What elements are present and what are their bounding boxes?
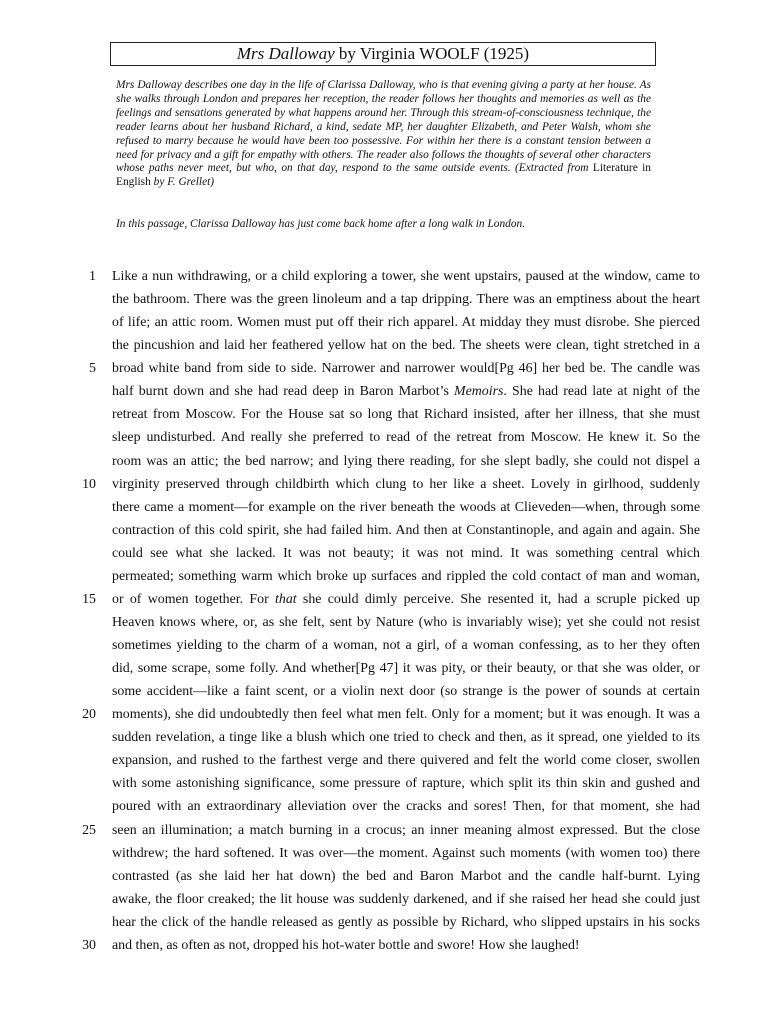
passage-line xyxy=(0,749,768,772)
passage-line xyxy=(0,842,768,865)
line-text: sometimes yielding to the charm of a woman, not a girl, of a woman confessing, as to her they often xyxy=(112,638,700,653)
passage-line xyxy=(0,311,768,334)
line-text: some accident—like a faint scent, or a violin next door (so strange is the power of sounds at certain xyxy=(112,684,700,700)
passage-line xyxy=(0,911,768,934)
intro-paragraph xyxy=(116,79,651,190)
book-title: Mrs Dalloway xyxy=(236,44,335,63)
line-text xyxy=(112,380,700,403)
passage-line xyxy=(0,726,768,749)
line-text: retreat from Moscow. For the House sat so long that Richard insisted, after her illness, that she must xyxy=(112,407,700,423)
line-text: room was an attic; the bed narrow; and lying there reading, for she slept badly, she could not dispel a xyxy=(112,453,700,469)
passage-line xyxy=(0,703,768,726)
emphasis-text: that xyxy=(275,591,297,607)
line-text: sudden revelation, a tinge like a blush which one tried to check and then, as it spread, one yielded to its xyxy=(112,730,700,746)
line-text: there came a moment—for example on the river beneath the woods at Clieveden—when, through some xyxy=(112,499,700,515)
line-text: the bathroom. There was the green linoleum and a tap dripping. There was an emptiness about the heart xyxy=(112,292,700,308)
emphasis-text: Memoirs xyxy=(454,384,504,400)
line-text: contraction of this cold spirit, she had failed him. And then at Constantinople, and again and again. She xyxy=(112,522,700,538)
line-text: Like a nun withdrawing, or a child exploring a tower, she went upstairs, paused at the window, came to xyxy=(112,269,700,284)
passage-line xyxy=(0,611,768,634)
line-text: moments), she did undoubtedly then feel what men felt. Only for a moment; but it was enough. It was a xyxy=(112,707,700,723)
passage-line xyxy=(0,380,768,403)
line-text: with some astonishing significance, some pressure of rapture, which split its thin skin and gushed and xyxy=(112,776,700,792)
passage-context: In this passage, Clarissa Dalloway has just come back home after a long walk in London. xyxy=(116,218,526,230)
passage-line xyxy=(0,403,768,426)
passage-line xyxy=(0,934,768,957)
line-text: virginity preserved through childbirth which clung to her like a sheet. Lovely in girlhood, suddenly xyxy=(112,476,700,492)
line-text: could see what she lacked. It was not beauty; it was not mind. It was something central which xyxy=(112,545,700,561)
line-text: the pincushion and laid her feathered yellow hat on the bed. The sheets were clean, tight stretched in a xyxy=(112,338,700,354)
line-text: awake, the floor creaked; the lit house was suddenly darkened, and if she raised her head she could just xyxy=(112,891,700,907)
line-text: sleep undisturbed. And really she preferred to read of the retreat from Moscow. He knew it. So the xyxy=(112,430,700,446)
passage-line xyxy=(0,888,768,911)
line-number: 10 xyxy=(82,476,96,492)
passage-line xyxy=(0,288,768,311)
passage-line xyxy=(0,334,768,357)
passage-line xyxy=(0,496,768,519)
passage-line xyxy=(0,634,768,657)
passage-line xyxy=(0,426,768,449)
passage-line xyxy=(0,819,768,842)
line-text: did, some scrape, some folly. And whether[Pg 47] it was pity, or their beauty, or that she was older, or xyxy=(112,661,700,677)
line-text: of life; an attic room. Women must put off their rich apparel. At midday they must disrobe. She pierced xyxy=(112,315,700,331)
intro-source-author: by F. Grellet) xyxy=(150,176,215,189)
passage-line xyxy=(0,680,768,703)
line-number: 25 xyxy=(82,822,96,838)
passage-line xyxy=(0,450,768,473)
intro-summary xyxy=(116,79,651,190)
line-text xyxy=(112,588,700,611)
passage-line xyxy=(0,357,768,380)
intro-source-title: Literature in English xyxy=(116,162,651,189)
line-text: and then, as often as not, dropped his hot-water bottle and swore! How she laughed! xyxy=(112,937,580,953)
line-text-part: she could dimly perceive. She resented it, had a scruple picked up xyxy=(296,591,700,607)
passage-line xyxy=(0,795,768,818)
line-text: hear the click of the handle released as gently as possible by Richard, who slipped upstairs in his socks xyxy=(112,914,700,930)
line-text-part: or of women together. For xyxy=(112,591,276,607)
passage-line xyxy=(0,542,768,565)
line-text: expansion, and rushed to the farthest verge and there quivered and felt the world come closer, swollen xyxy=(112,753,700,769)
line-text-part: half burnt down and she had read deep in Baron Marbot’s xyxy=(112,384,455,400)
line-text: broad white band from side to side. Narrower and narrower would[Pg 46] her bed be. The candle was xyxy=(112,361,700,377)
line-number: 15 xyxy=(82,591,96,607)
line-text: contrasted (as she laid her hat down) the bed and Baron Marbot and the candle half-burnt. Lying xyxy=(112,868,700,884)
line-number: 1 xyxy=(89,269,96,284)
line-text: seen an illumination; a match burning in a crocus; an inner meaning almost expressed. But the close xyxy=(112,822,700,838)
line-text: poured with an extraordinary alleviation over the cracks and sores! Then, for that moment, she had xyxy=(112,799,700,815)
passage-line xyxy=(0,772,768,795)
intro-text: Mrs Dalloway describes one day in the life of Clarissa Dalloway, who is that evening giving a party at her house. As she walks through London and prepares her reception, the reader follows her thoughts and memories as well as the feelings and sensations generated by what happens around her. Through this stream-of-consciousness technique, the reader learns about her husband Richard, a kind, sedate MP, her daughter Elizabeth, and Peter Walsh, whom she refused to marry because he would have been too possessive. For within her there is a constant tension between a need for privacy and a gift for empathy with others. The reader also follows the thoughts of several other characters whose paths never meet, but who, on that day, respond to the same outside events. (Extracted from xyxy=(116,79,651,175)
passage-line xyxy=(0,657,768,680)
line-number: 5 xyxy=(89,361,96,377)
passage-line xyxy=(0,519,768,542)
passage xyxy=(0,265,768,957)
line-text: withdrew; the hard softened. It was over—the moment. Against such moments (with women too) there xyxy=(112,845,700,861)
line-number: 20 xyxy=(82,707,96,723)
line-text: Heaven knows where, or, as she felt, sent by Nature (who is invariably wise); yet she could not resist xyxy=(112,614,700,630)
passage-line xyxy=(0,265,768,288)
passage-line xyxy=(0,588,768,611)
passage-line xyxy=(0,565,768,588)
title-author-year: by Virginia WOOLF (1925) xyxy=(334,44,530,63)
line-text: permeated; something warm which broke up surfaces and rippled the cold contact of man and woman, xyxy=(112,568,700,584)
line-number: 30 xyxy=(82,937,96,953)
page-title xyxy=(110,42,656,66)
passage-line xyxy=(0,865,768,888)
line-text-part: . She had read late at night of the xyxy=(503,384,700,400)
passage-line xyxy=(0,473,768,496)
